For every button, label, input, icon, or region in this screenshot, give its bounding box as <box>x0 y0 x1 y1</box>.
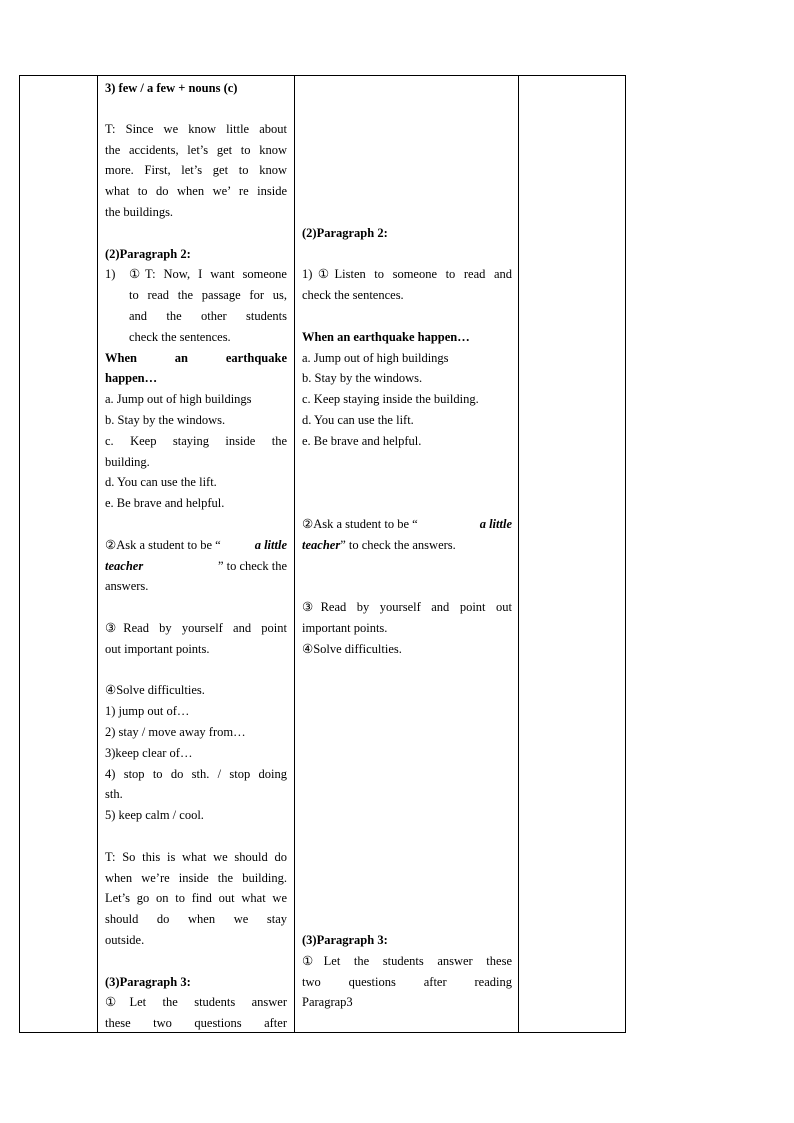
text-line: Let’s go on to find out what we <box>105 891 287 905</box>
text-line: two questions after reading <box>302 975 512 989</box>
text-line: out important points. <box>105 642 210 656</box>
text-line: happen… <box>105 371 158 385</box>
list-item: 1) jump out of… <box>105 704 190 718</box>
teacher-activity-column <box>98 76 295 1033</box>
emphasis-text: teacher <box>302 538 341 552</box>
text-line: these two questions after <box>105 1016 287 1030</box>
paragraph-heading: (2)Paragraph 2: <box>302 226 388 240</box>
option-a: a. Jump out of high buildings <box>302 351 449 365</box>
text-line: the accidents, let’s get to know <box>105 143 287 157</box>
text-span: ” to check the <box>217 559 287 573</box>
text-span: ②Ask a student to be “ <box>302 517 418 531</box>
text-line: the buildings. <box>105 205 174 219</box>
emphasis-text: teacher <box>105 559 144 573</box>
text-span: ” to check the answers. <box>340 538 456 552</box>
option-d: d. You can use the lift. <box>105 475 217 489</box>
text-line: to read the passage for us, <box>129 288 287 302</box>
option-e: e. Be brave and helpful. <box>105 496 225 510</box>
list-item: 3)keep clear of… <box>105 746 193 760</box>
text-line: ③Read by yourself and point out <box>302 600 512 614</box>
text-line: T: So this is what we should do <box>105 850 287 864</box>
text-line <box>105 537 287 553</box>
text-line: ③Read by yourself and point <box>105 621 287 635</box>
option-e: e. Be brave and helpful. <box>302 434 422 448</box>
text-line <box>302 516 512 532</box>
text-line <box>302 537 512 553</box>
text-line: ④Solve difficulties. <box>105 683 205 697</box>
text-line: should do when we stay <box>105 912 287 926</box>
option-a: a. Jump out of high buildings <box>105 392 252 406</box>
option-c: c. Keep staying inside the building. <box>302 392 479 406</box>
list-item: 4) stop to do sth. / stop doing <box>105 767 287 781</box>
emphasis-text: a little <box>254 538 287 552</box>
list-number: 1) <box>105 267 116 281</box>
blank-column-left <box>20 76 98 1033</box>
text-line: important points. <box>302 621 388 635</box>
list-item: 5) keep calm / cool. <box>105 808 204 822</box>
lesson-plan-table <box>19 75 626 1033</box>
text-line: sth. <box>105 787 123 801</box>
table-row <box>20 76 626 1033</box>
paragraph-heading: (3)Paragraph 3: <box>302 933 388 947</box>
text-line: outside. <box>105 933 145 947</box>
option-d: d. You can use the lift. <box>302 413 414 427</box>
text-line: ①T: Now, I want someone <box>129 267 287 281</box>
text-line <box>105 558 287 574</box>
text-line: ④Solve difficulties. <box>302 642 402 656</box>
text-line: building. <box>105 455 150 469</box>
paragraph-heading: (3)Paragraph 3: <box>105 975 191 989</box>
text-line: and the other students <box>129 309 287 323</box>
section-heading: 3) few / a few + nouns (c) <box>105 81 238 95</box>
text-line: ①Let the students answer <box>105 995 287 1009</box>
text-line: what to do when we’ re inside <box>105 184 287 198</box>
blank-column-right <box>519 76 626 1033</box>
text-span: ②Ask a student to be “ <box>105 538 221 552</box>
text-line: more. First, let’s get to know <box>105 163 287 177</box>
text-line: Paragrap3 <box>302 995 353 1009</box>
option-b: b. Stay by the windows. <box>105 413 226 427</box>
text-line: 1)①Listen to someone to read and <box>302 267 512 281</box>
option-c: c. Keep staying inside the <box>105 434 287 448</box>
text-line: When an earthquake <box>105 351 287 365</box>
emphasis-text: a little <box>479 517 512 531</box>
option-b: b. Stay by the windows. <box>302 371 423 385</box>
text-line: answers. <box>105 579 149 593</box>
text-line: check the sentences. <box>302 288 404 302</box>
text-line: when we’re inside the building. <box>105 871 287 885</box>
text-line: When an earthquake happen… <box>302 330 470 344</box>
text-line: T: Since we know little about <box>105 122 287 136</box>
text-line: check the sentences. <box>129 330 231 344</box>
text-line: ①Let the students answer these <box>302 954 512 968</box>
list-item: 2) stay / move away from… <box>105 725 246 739</box>
paragraph-heading: (2)Paragraph 2: <box>105 247 191 261</box>
student-activity-column <box>295 76 519 1033</box>
